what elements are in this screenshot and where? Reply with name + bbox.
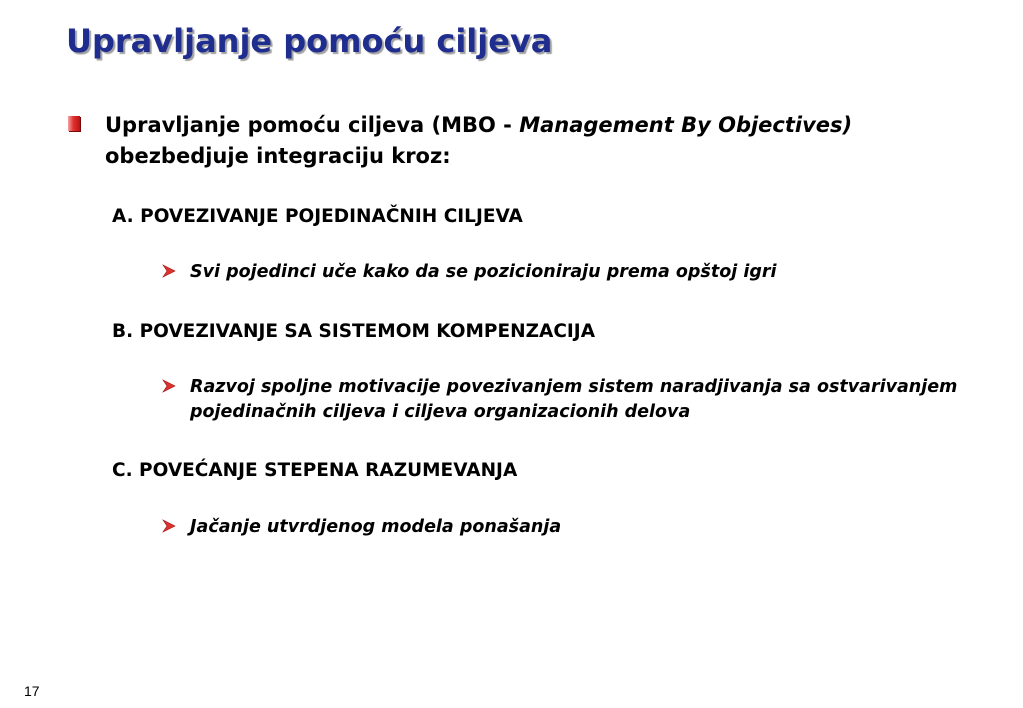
arrow-bullet-icon bbox=[162, 264, 176, 278]
intro-part2: obezbedjuje integraciju kroz: bbox=[105, 144, 451, 168]
section-a-item-text: Svi pojedinci uče kako da se pozicioniraju prema opštoj igri bbox=[190, 262, 777, 282]
intro-text bbox=[105, 110, 905, 172]
slide-title: Upravljanje pomoću ciljeva bbox=[66, 22, 553, 60]
section-b-item-text: Razvoj spoljne motivacije povezivanjem sistem naradjivanja sa ostvarivanjem pojedinačnih ciljeva i ciljeva organizacionih delova bbox=[190, 377, 958, 422]
intro-part1: Upravljanje pomoću ciljeva (MBO - bbox=[105, 113, 520, 137]
arrow-bullet-icon bbox=[162, 519, 176, 533]
square-bullet-icon bbox=[68, 116, 80, 131]
section-b-item bbox=[162, 375, 992, 425]
section-c-item bbox=[162, 515, 992, 540]
page-number: 17 bbox=[24, 683, 40, 699]
arrow-bullet-icon bbox=[162, 379, 176, 393]
section-c-item-text: Jačanje utvrdjenog modela ponašanja bbox=[190, 517, 562, 537]
intro-italic: Management By Objectives) bbox=[519, 113, 853, 137]
section-b-heading: B. POVEZIVANJE SA SISTEMOM KOMPENZACIJA bbox=[112, 321, 596, 342]
section-a-item bbox=[162, 260, 992, 285]
section-a-heading: A. POVEZIVANJE POJEDINAČNIH CILJEVA bbox=[112, 206, 523, 227]
section-c-heading: C. POVEĆANJE STEPENA RAZUMEVANJA bbox=[112, 460, 518, 481]
